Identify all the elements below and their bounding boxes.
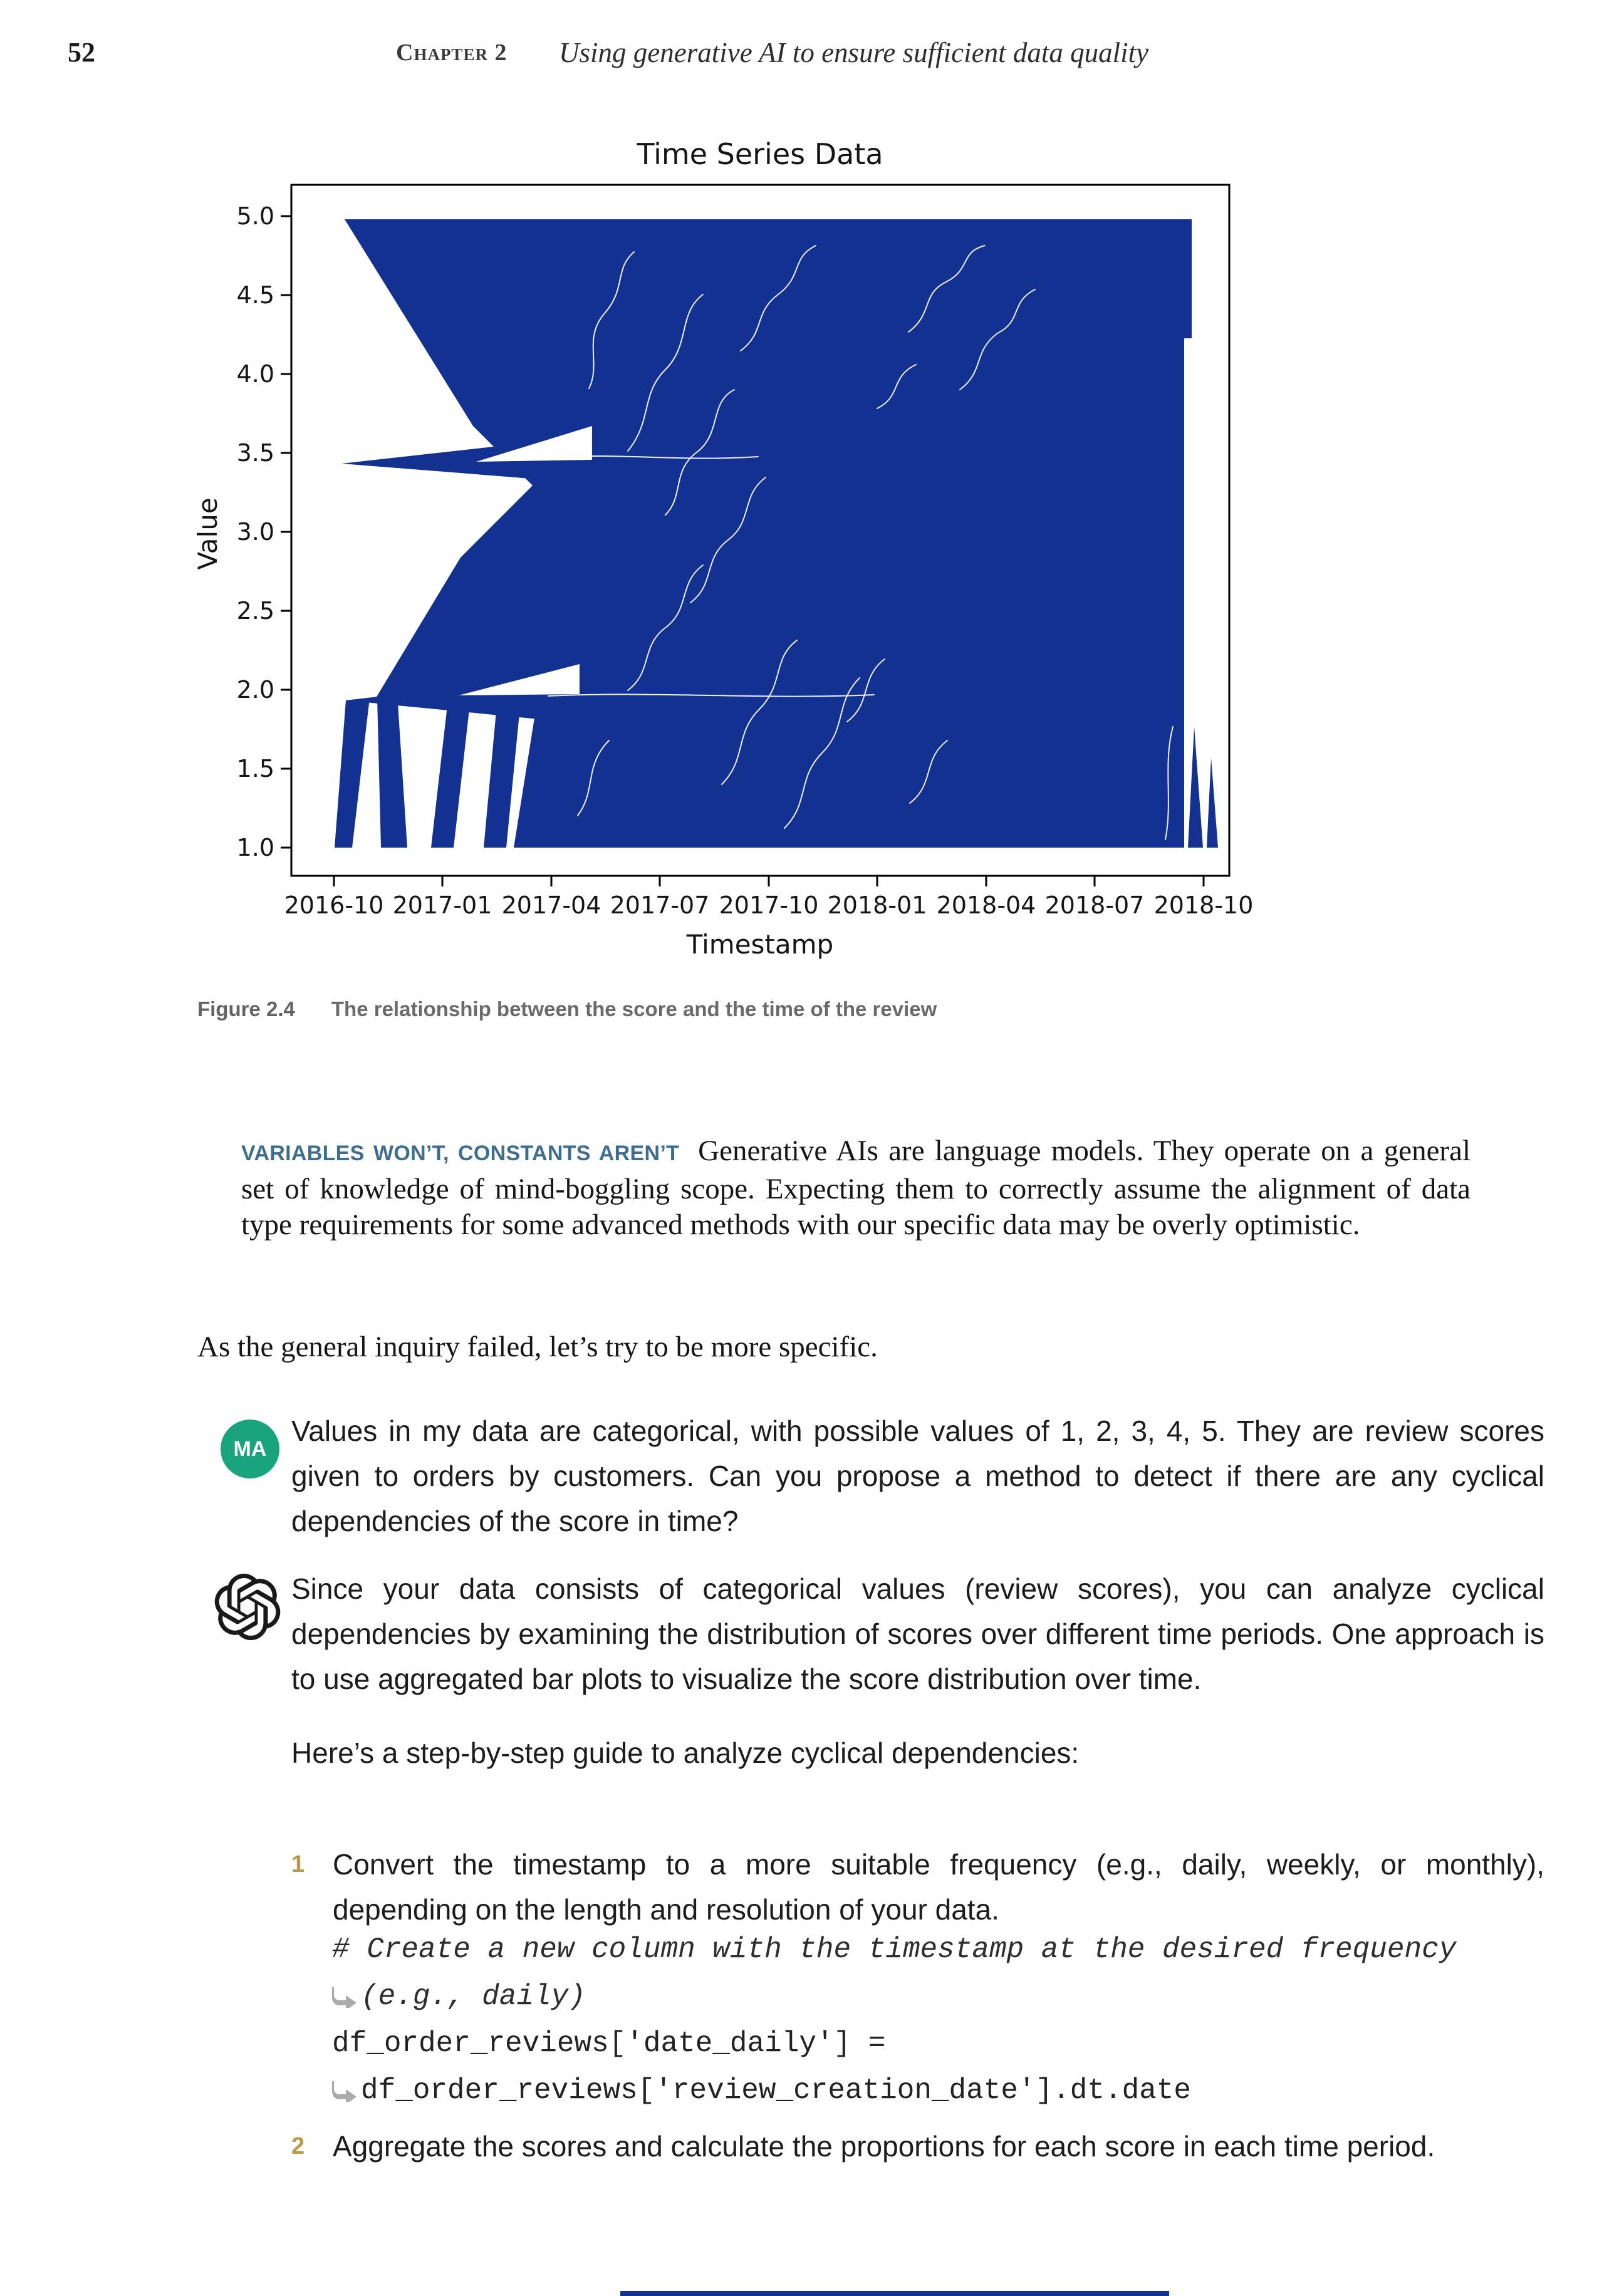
svg-text:2.5: 2.5 [236, 597, 274, 625]
assistant-intro: Since your data consists of categorical values (review scores), you can analyze cyclical dependencies by examining the distribution of scores over different time periods. One approach is to use aggregated bar plots to visualize the score distribution over time. [291, 1572, 1544, 1695]
running-head [0, 36, 1624, 80]
figure-caption [197, 997, 1544, 1021]
svg-text:2018-10: 2018-10 [1153, 891, 1254, 919]
code-line: df_order_reviews['review_creation_date'].dt.date [332, 2067, 1560, 2114]
code-line: (e.g., daily) [332, 1973, 1560, 2020]
y-tick-marks [281, 216, 291, 848]
x-tick-labels [284, 891, 1254, 919]
figure-caption-text: The relationship between the score and the time of the review [331, 997, 937, 1021]
y-axis-label: Value [192, 497, 223, 570]
time-series-chart [188, 125, 1266, 965]
chart-title: Time Series Data [637, 137, 883, 171]
svg-text:4.5: 4.5 [236, 281, 274, 309]
svg-text:1.5: 1.5 [236, 755, 274, 782]
list-item-text: Convert the timestamp to a more suitable frequency (e.g., daily, weekly, or monthly), depending on the length and resolution of your data. [333, 1848, 1544, 1926]
list-number: 2 [291, 2133, 305, 2159]
list-number: 1 [291, 1851, 305, 1878]
openai-logo-icon [214, 1574, 281, 1640]
user-avatar-initials: MA [233, 1436, 267, 1461]
svg-text:2017-01: 2017-01 [392, 891, 492, 919]
note-body: Generative AIs are language models. They operate on a general set of knowledge of mind-boggling scope. Expecting them to correctly assume the alignment of data type requirements for some advanced methods with our specific data may be overly optimistic. [241, 1135, 1470, 1241]
code-line: df_order_reviews['date_daily'] = [332, 2027, 886, 2060]
code-line: # Create a new column with the timestamp at the desired frequency [332, 1933, 1457, 1966]
body-paragraph: As the general inquiry failed, let’s try to be more specific. [197, 1331, 878, 1363]
svg-text:3.5: 3.5 [236, 439, 274, 467]
figure-chart [188, 125, 1266, 965]
figure-label: Figure 2.4 [197, 997, 295, 1021]
next-figure-edge [620, 2291, 1169, 2296]
y-tick-labels [237, 202, 274, 861]
svg-text:1.0: 1.0 [236, 834, 274, 861]
svg-text:5.0: 5.0 [236, 202, 274, 230]
page-number: 52 [68, 37, 95, 68]
x-axis-label: Timestamp [686, 929, 834, 960]
svg-text:2.0: 2.0 [236, 676, 274, 704]
continuation-arrow-icon [332, 2080, 357, 2102]
x-tick-marks [334, 876, 1204, 886]
chapter-label: Chapter 2 [396, 39, 508, 66]
assistant-message [291, 1566, 1544, 1775]
sidebar-note [241, 1133, 1470, 1243]
svg-text:3.0: 3.0 [236, 518, 274, 546]
list-item-2 [291, 2124, 1544, 2169]
chapter-title: Using generative AI to ensure sufficient data quality [559, 37, 1149, 68]
continuation-arrow-icon [332, 1987, 357, 2008]
svg-text:2018-04: 2018-04 [936, 891, 1036, 919]
assistant-guide-line: Here’s a step-by-step guide to analyze cyclical dependencies: [291, 1737, 1080, 1769]
user-avatar [221, 1420, 279, 1478]
user-message: Values in my data are categorical, with possible values of 1, 2, 3, 4, 5. They are review scores given to orders by customers. Can you propose a method to detect if there are any cyclical dependencies of the score in time? [291, 1415, 1544, 1537]
code-block [332, 1926, 1560, 2114]
note-heading: VARIABLES WON’T, CONSTANTS AREN’T [241, 1141, 680, 1165]
list-item-1 [291, 1842, 1544, 1932]
svg-text:2017-07: 2017-07 [610, 891, 710, 919]
svg-text:2018-01: 2018-01 [827, 891, 927, 919]
list-item-text: Aggregate the scores and calculate the proportions for each score in each time period. [333, 2130, 1435, 2163]
svg-text:4.0: 4.0 [236, 360, 274, 388]
svg-text:2018-07: 2018-07 [1044, 891, 1145, 919]
svg-text:2016-10: 2016-10 [284, 891, 384, 919]
svg-text:2017-10: 2017-10 [719, 891, 819, 919]
svg-text:2017-04: 2017-04 [501, 891, 601, 919]
